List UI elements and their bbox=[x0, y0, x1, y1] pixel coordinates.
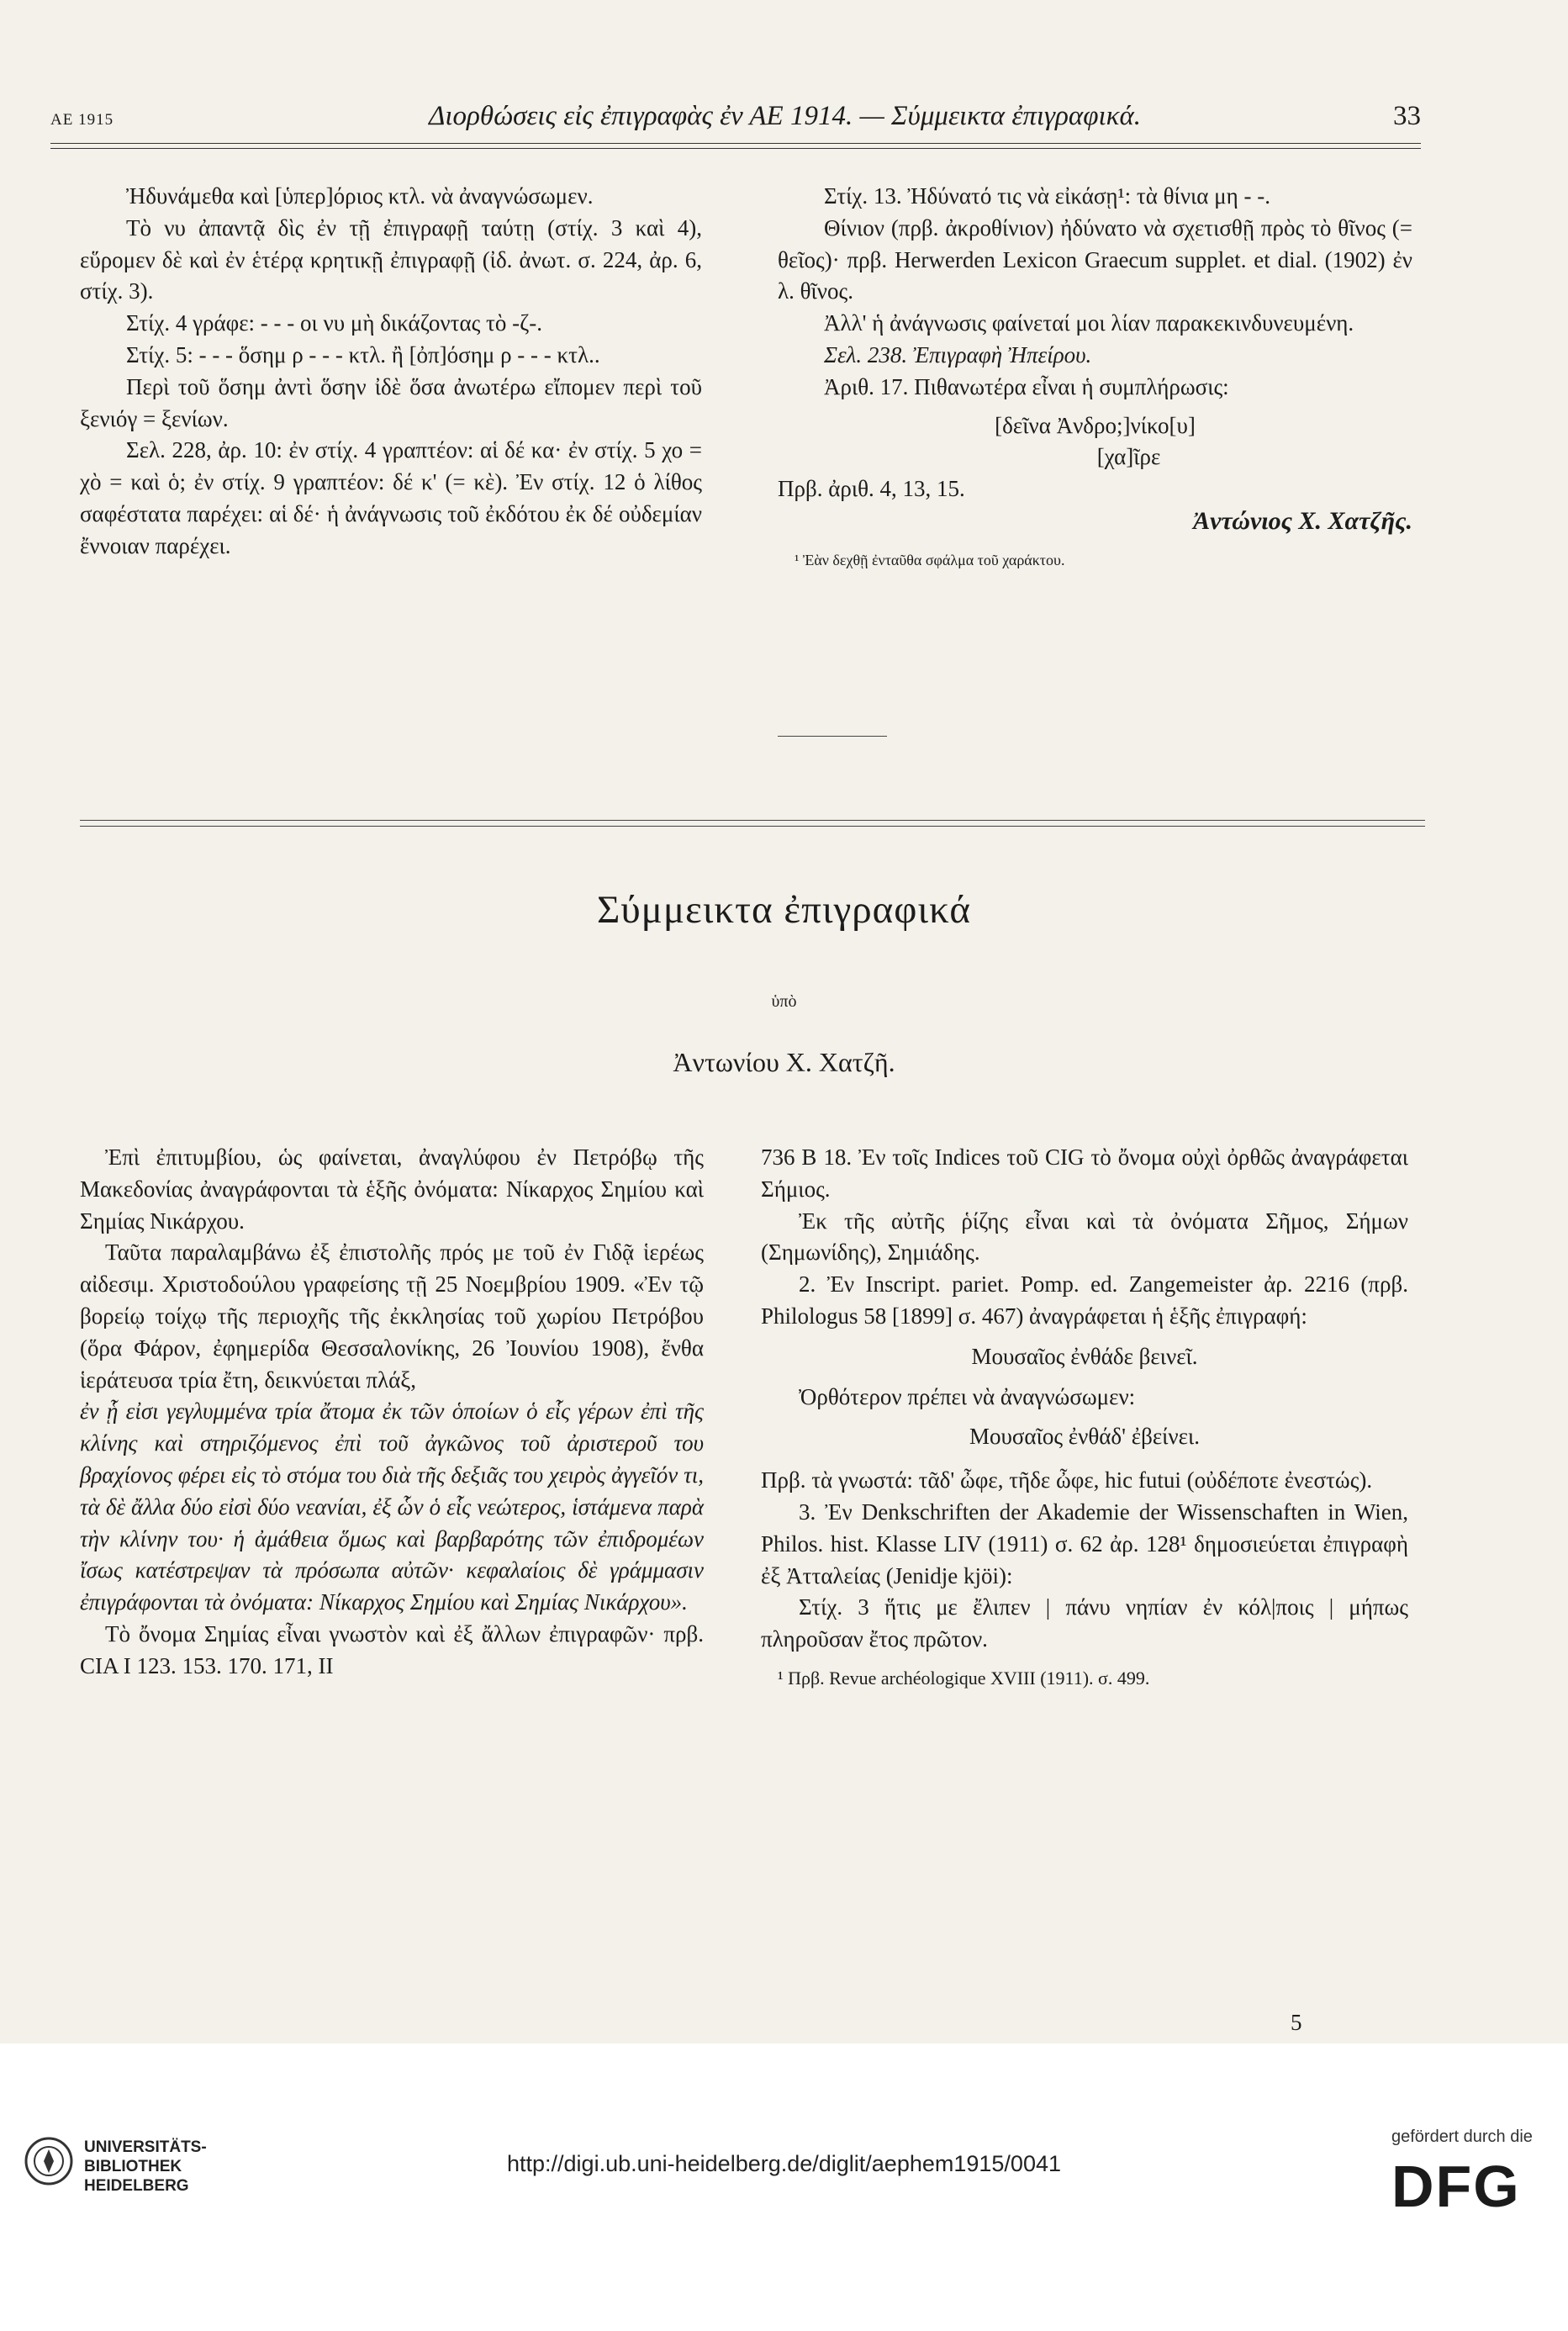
paragraph: Τὸ ὄνομα Σημίας εἶναι γνωστὸν καὶ ἐξ ἄλλων ἐπιγραφῶν· πρβ. CIA I 123. 153. 170. 171, II bbox=[80, 1620, 704, 1678]
section-title: Σύμμεικτα ἐπιγραφικά bbox=[597, 888, 971, 932]
paragraph: Στίχ. 5: - - - ὅσημ ρ - - - κτλ. ἢ [ὀπ]όσημ ρ - - - κτλ.. bbox=[126, 341, 600, 367]
paragraph: Ὀρθότερον πρέπει νὰ ἀναγνώσωμεν: bbox=[799, 1383, 1136, 1409]
footnote-rule bbox=[778, 736, 887, 737]
library-name-line: HEIDELBERG bbox=[84, 2177, 189, 2195]
header-rule bbox=[50, 148, 1421, 149]
running-title: Διορθώσεις εἰς ἐπιγραφὰς ἐν ΑΕ 1914. — Σύμμεικτα ἐπιγραφικά. bbox=[429, 101, 1142, 131]
dfg-logo: DFG bbox=[1391, 2154, 1521, 2219]
section-separator bbox=[80, 826, 1425, 827]
footnote: ¹ Πρβ. Revue archéologique XVIII (1911). σ. 499. bbox=[778, 1667, 1150, 1689]
inscription-line: [δεῖνα Ἀνδρο;]νίκο[υ] bbox=[995, 412, 1196, 438]
paragraph: Περὶ τοῦ ὅσημ ἀντὶ ὅσην ἰδὲ ὅσα ἀνωτέρω εἴπομεν περὶ τοῦ ξενιόγ = ξενίων. bbox=[80, 373, 702, 431]
left-column-bottom bbox=[80, 1142, 704, 1683]
section-heading: Σελ. 238. Ἐπιγραφὴ Ἠπείρου. bbox=[824, 341, 1092, 367]
inscription-line: [χα]ῖρε bbox=[1096, 444, 1161, 470]
funding-label: gefördert durch die bbox=[1391, 2128, 1533, 2146]
paragraph: Τὸ νυ ἀπαντᾷ δὶς ἐν τῇ ἐπιγραφῇ ταύτῃ (στίχ. 3 καὶ 4), εὕρομεν δὲ καὶ ἐν ἑτέρᾳ κρητικῇ ἐπιγραφῇ (ἰδ. ἀνωτ. σ. 224, ἀρ. 6, στίχ. 3). bbox=[80, 214, 702, 304]
paragraph: Ἐπὶ ἐπιτυμβίου, ὡς φαίνεται, ἀναγλύφου ἐν Πετρόβῳ τῆς Μακεδονίας ἀναγράφονται τὰ ἑξῆς ὀνόματα: Νίκαρχος Σημίου καὶ Σημίας Νικάρχου. bbox=[80, 1144, 704, 1234]
left-column-top bbox=[80, 181, 702, 563]
digitization-footer bbox=[0, 2043, 1568, 2331]
paragraph: 736 B 18. Ἐν τοῖς Indices τοῦ CIG τὸ ὄνομα οὐχὶ ὀρθῶς ἀναγράφεται Σήμιος. bbox=[761, 1144, 1408, 1202]
paragraph: Πρβ. τὰ γνωστά: τᾶδ' ὦφε, τῆδε ὦφε, hic futui (οὐδέποτε ἐνεστώς). bbox=[761, 1467, 1373, 1493]
journal-year: ΑΕ 1915 bbox=[50, 111, 114, 129]
library-name-line: BIBLIOTHEK bbox=[84, 2158, 182, 2175]
library-name-line: UNIVERSITÄTS- bbox=[84, 2138, 207, 2156]
section-separator bbox=[80, 820, 1425, 821]
right-column-bottom bbox=[761, 1142, 1408, 1689]
section-author: Ἀντωνίου Χ. Χατζῆ. bbox=[673, 1047, 895, 1077]
paragraph: Ταῦτα παραλαμβάνω ἐξ ἐπιστολῆς πρός με τοῦ ἐν Γιδᾷ ἱερέως αἰδεσιμ. Χριστοδούλου γραφείσης τῇ 25 Νοεμβρίου 1909. «Ἐν τῷ βορείῳ τοίχῳ τῆς περιοχῆς τῆς ἐκκλησίας τοῦ χωρίου Πετρόβου (ὅρα Φάρον, ἐφημερίδα Θεσσαλονίκης, 26 Ἰουνίου 1908), ἔνθα ἱεράτευσα τρία ἔτη, δεικνύεται πλάξ, bbox=[80, 1240, 704, 1393]
header-rule bbox=[50, 143, 1421, 144]
section-by: ὑπὸ bbox=[771, 992, 797, 1011]
quoted-text: ἐν ᾗ εἰσι γεγλυμμένα τρία ἄτομα ἐκ τῶν ὁποίων ὁ εἷς γέρων ἐπὶ τῆς κλίνης καὶ στηριζόμενος ἐπὶ τοῦ ἀγκῶνος τοῦ ἀριστεροῦ του βραχίονος φέρει εἰς τὸ στόμα του διὰ τῆς δεξιᾶς του χειρὸς ἀγγεῖόν τι, τὰ δὲ ἄλλα δύο εἰσὶ δύο νεανίαι, ἐξ ὧν ὁ εἷς νεώτερος, ἱστάμενα παρὰ τὴν κλίνην του· ἡ ἀμάθεια ὅμως καὶ βαρβαρότης τῶν ἐπιδρομέων ἴσως κατέστρεψαν τὰ πρόσωπα αὐτῶν· κεφαλαίοις δὲ γράμμασιν ἐπιγράφονται τὰ ὀνόματα: Νίκαρχος Σημίου καὶ Σημίας Νικάρχου». bbox=[80, 1398, 704, 1615]
footnote: ¹ Ἐὰν δεχθῇ ἐνταῦθα σφάλμα τοῦ χαράκτου. bbox=[795, 551, 1065, 568]
paragraph: Ἀλλ' ἡ ἀνάγνωσις φαίνεταί μοι λίαν παρακεκινδυνευμένη. bbox=[824, 310, 1354, 336]
paragraph: Στίχ. 4 γράφε: - - - οι νυ μὴ δικάζοντας τὸ -ζ-. bbox=[126, 310, 543, 336]
paragraph: Στίχ. 13. Ἠδύνατό τις νὰ εἰκάσῃ¹: τὰ θίνια μη - -. bbox=[824, 183, 1271, 209]
paragraph: Σελ. 228, ἀρ. 10: ἐν στίχ. 4 γραπτέον: αἱ δέ κα· ἐν στίχ. 5 χο = χὸ = καὶ ὁ; ἐν στίχ. 9 γραπτέον: δέ κ' (= κὲ). Ἐν στίχ. 12 ὁ λίθος σαφέστατα παρέχει: αἱ δέ· ἡ ἀνάγνωσις τοῦ ἐκδότου ἐκ δέ οὐδεμίαν ἔννοιαν παρέχει. bbox=[80, 437, 702, 558]
signature-mark: 5 bbox=[1291, 2010, 1302, 2035]
paragraph: Στίχ. 3 ἥτις με ἔλιπεν | πάνυ νηπίαν ἐν κόλ|ποις | μήπως πληροῦσαν ἔτος πρῶτον. bbox=[761, 1594, 1408, 1652]
inscription-line: Μουσαῖος ἐνθάδε βεινεῖ. bbox=[971, 1343, 1198, 1369]
permalink[interactable]: http://digi.ub.uni-heidelberg.de/diglit/aephem1915/0041 bbox=[507, 2151, 1061, 2176]
author-signature: Ἀντώνιος Χ. Χατζῆς. bbox=[1193, 506, 1412, 535]
running-header bbox=[50, 99, 1421, 141]
paragraph: Ἀριθ. 17. Πιθανωτέρα εἶναι ἡ συμπλήρωσις: bbox=[824, 373, 1229, 399]
paragraph: Πρβ. ἀριθ. 4, 13, 15. bbox=[778, 476, 965, 502]
paragraph: 2. Ἐν Inscript. pariet. Pomp. ed. Zangemeister ἀρ. 2216 (πρβ. Philologus 58 [1899] σ. 467) ἀναγράφεται ἡ ἑξῆς ἐπιγραφή: bbox=[761, 1271, 1408, 1329]
page-number: 33 bbox=[1393, 101, 1421, 131]
paragraph: Ἠδυνάμεθα καὶ [ὑπερ]όριος κτλ. νὰ ἀναγνώσωμεν. bbox=[126, 183, 594, 209]
right-column-top bbox=[778, 181, 1412, 571]
paragraph: Ἐκ τῆς αὐτῆς ῥίζης εἶναι καὶ τὰ ὀνόματα Σῆμος, Σήμων (Σημωνίδης), Σημιάδης. bbox=[761, 1208, 1408, 1266]
paragraph: 3. Ἐν Denkschriften der Akademie der Wissenschaften in Wien, Philos. hist. Klasse LIV (1911) σ. 62 ἀρ. 128¹ δημοσιεύεται ἐπιγραφὴ ἐξ Ἀτταλείας (Jenidje kjöi): bbox=[761, 1498, 1408, 1588]
paragraph: Θίνιον (πρβ. ἀκροθίνιον) ἠδύνατο νὰ σχετισθῇ πρὸς τὸ θῖνος (= θεῖος)· πρβ. Herwerden Lexicon Graecum supplet. et dial. (1902) ἐν λ. θῖνος. bbox=[778, 214, 1412, 304]
inscription-line: Μουσαῖος ἐνθάδ' ἐβείνει. bbox=[969, 1424, 1200, 1450]
